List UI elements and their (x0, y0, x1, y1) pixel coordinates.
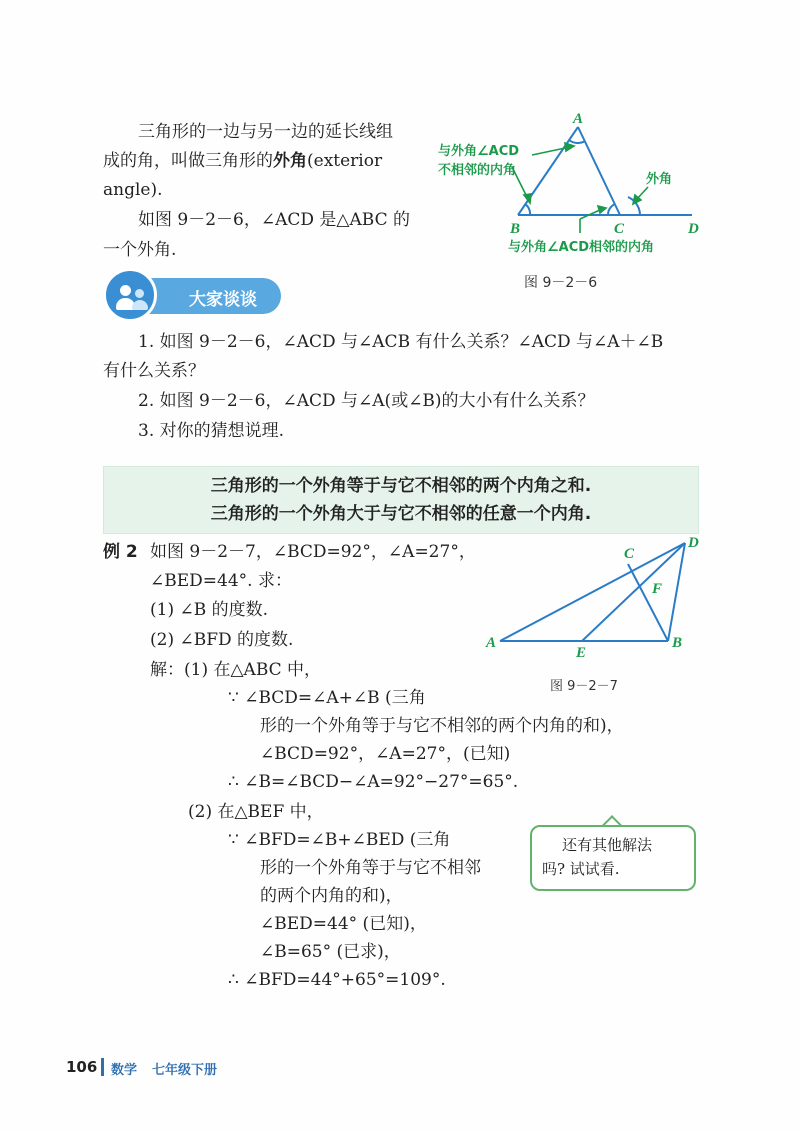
intro-line-5: 一个外角. (103, 240, 177, 260)
caption-9-2-6: 图 9－2－6 (524, 275, 598, 291)
note-bubble (530, 825, 696, 891)
point-b: B (510, 221, 521, 237)
footer-subject: 数学 (111, 1063, 138, 1078)
people-icon (103, 268, 157, 322)
solution-2-e: ∠B=65° (已求)， (260, 942, 401, 962)
discuss-q1-b: 有什么关系？ (103, 361, 205, 381)
solution-1-d: ∴ ∠B=∠BCD−∠A=92°−27°=65°. (228, 772, 519, 792)
fig2-point-f: F (652, 581, 663, 597)
fig2-point-a: A (486, 635, 497, 651)
intro-line-4: 如图 9－2－6，∠ACD 是△ABC 的 (138, 210, 410, 230)
solution-2-d: ∠BED=44° (已知)， (260, 914, 427, 934)
example-line-2: ∠BED=44°. 求： (150, 571, 292, 591)
fig2-point-b: B (672, 635, 683, 651)
discuss-q3: 3. 对你的猜想说理. (138, 421, 285, 441)
figure-9-2-7 (480, 530, 710, 700)
angle-a-arc (569, 140, 585, 143)
solution-1-c: ∠BCD=92°，∠A=27°，(已知) (260, 744, 511, 764)
example-question-1: (1) ∠B 的度数. (150, 600, 269, 620)
theorem-2: 三角形的一个外角大于与它不相邻的任意一个内角. (210, 504, 592, 524)
intro-line-2-pre: 成的角，叫做三角形的 (103, 151, 273, 171)
fig2-point-c: C (624, 546, 635, 562)
intro-line-2 (103, 147, 382, 175)
fig2-point-d: D (688, 535, 699, 551)
theorem-1: 三角形的一个外角等于与它不相邻的两个内角之和. (210, 476, 592, 496)
label-nonadjacent-2: 不相邻的内角 (438, 163, 517, 178)
solution-2-b: 形的一个外角等于与它不相邻 (260, 858, 481, 878)
angle-b-arc (525, 204, 530, 215)
label-adjacent: 与外角∠ACD相邻的内角 (508, 240, 655, 255)
discuss-q1-a: 1. 如图 9－2－6，∠ACD 与∠ACB 有什么关系？∠ACD 与∠A＋∠B (138, 332, 664, 352)
example-line-1: 如图 9－2－7，∠BCD=92°，∠A=27°， (150, 542, 476, 562)
theorem-box (103, 466, 699, 534)
angle-acb-arc (608, 204, 615, 215)
discuss-banner-title: 大家谈谈 (189, 290, 257, 310)
side-ac (578, 127, 620, 215)
label-exterior: 外角 (646, 172, 673, 187)
example-question-2: (2) ∠BFD 的度数. (150, 630, 294, 650)
solution-1-head: 解：(1) 在△ABC 中， (150, 660, 322, 680)
footer-book: 七年级下册 (152, 1063, 218, 1078)
line-cb (628, 564, 668, 641)
caption-9-2-7: 图 9－2－7 (550, 679, 618, 694)
point-d: D (688, 221, 699, 237)
figure-9-2-6 (430, 105, 730, 300)
page-number: 106 (66, 1058, 98, 1076)
point-a: A (573, 111, 584, 127)
point-c: C (614, 221, 625, 237)
intro-line-3: angle). (103, 180, 163, 200)
pointer-a (532, 147, 570, 155)
solution-2-a: ∵ ∠BFD=∠B+∠BED (三角 (228, 830, 451, 850)
note-line-2: 吗? 试试看. (542, 860, 620, 878)
note-line-1: 还有其他解法 (562, 836, 653, 854)
footer-divider (101, 1058, 104, 1076)
discuss-banner (103, 268, 285, 318)
solution-2-f: ∴ ∠BFD=44°+65°=109°. (228, 970, 446, 990)
label-nonadjacent-1: 与外角∠ACD (438, 144, 520, 159)
term-exterior-angle: 外角 (273, 151, 307, 171)
intro-line-1: 三角形的一边与另一边的延长线组 (138, 122, 393, 142)
fig2-point-e: E (576, 645, 587, 661)
intro-line-2-post: (exterior (307, 151, 383, 171)
discuss-q2: 2. 如图 9－2－6，∠ACD 与∠A(或∠B)的大小有什么关系？ (138, 391, 595, 411)
solution-1-a: ∵ ∠BCD=∠A+∠B (三角 (228, 688, 426, 708)
solution-2-head: (2) 在△BEF 中， (188, 802, 324, 822)
example-label: 例 2 (103, 542, 138, 562)
solution-1-b: 形的一个外角等于与它不相邻的两个内角的和)， (260, 716, 624, 736)
solution-2-c: 的两个内角的和)， (260, 886, 403, 906)
